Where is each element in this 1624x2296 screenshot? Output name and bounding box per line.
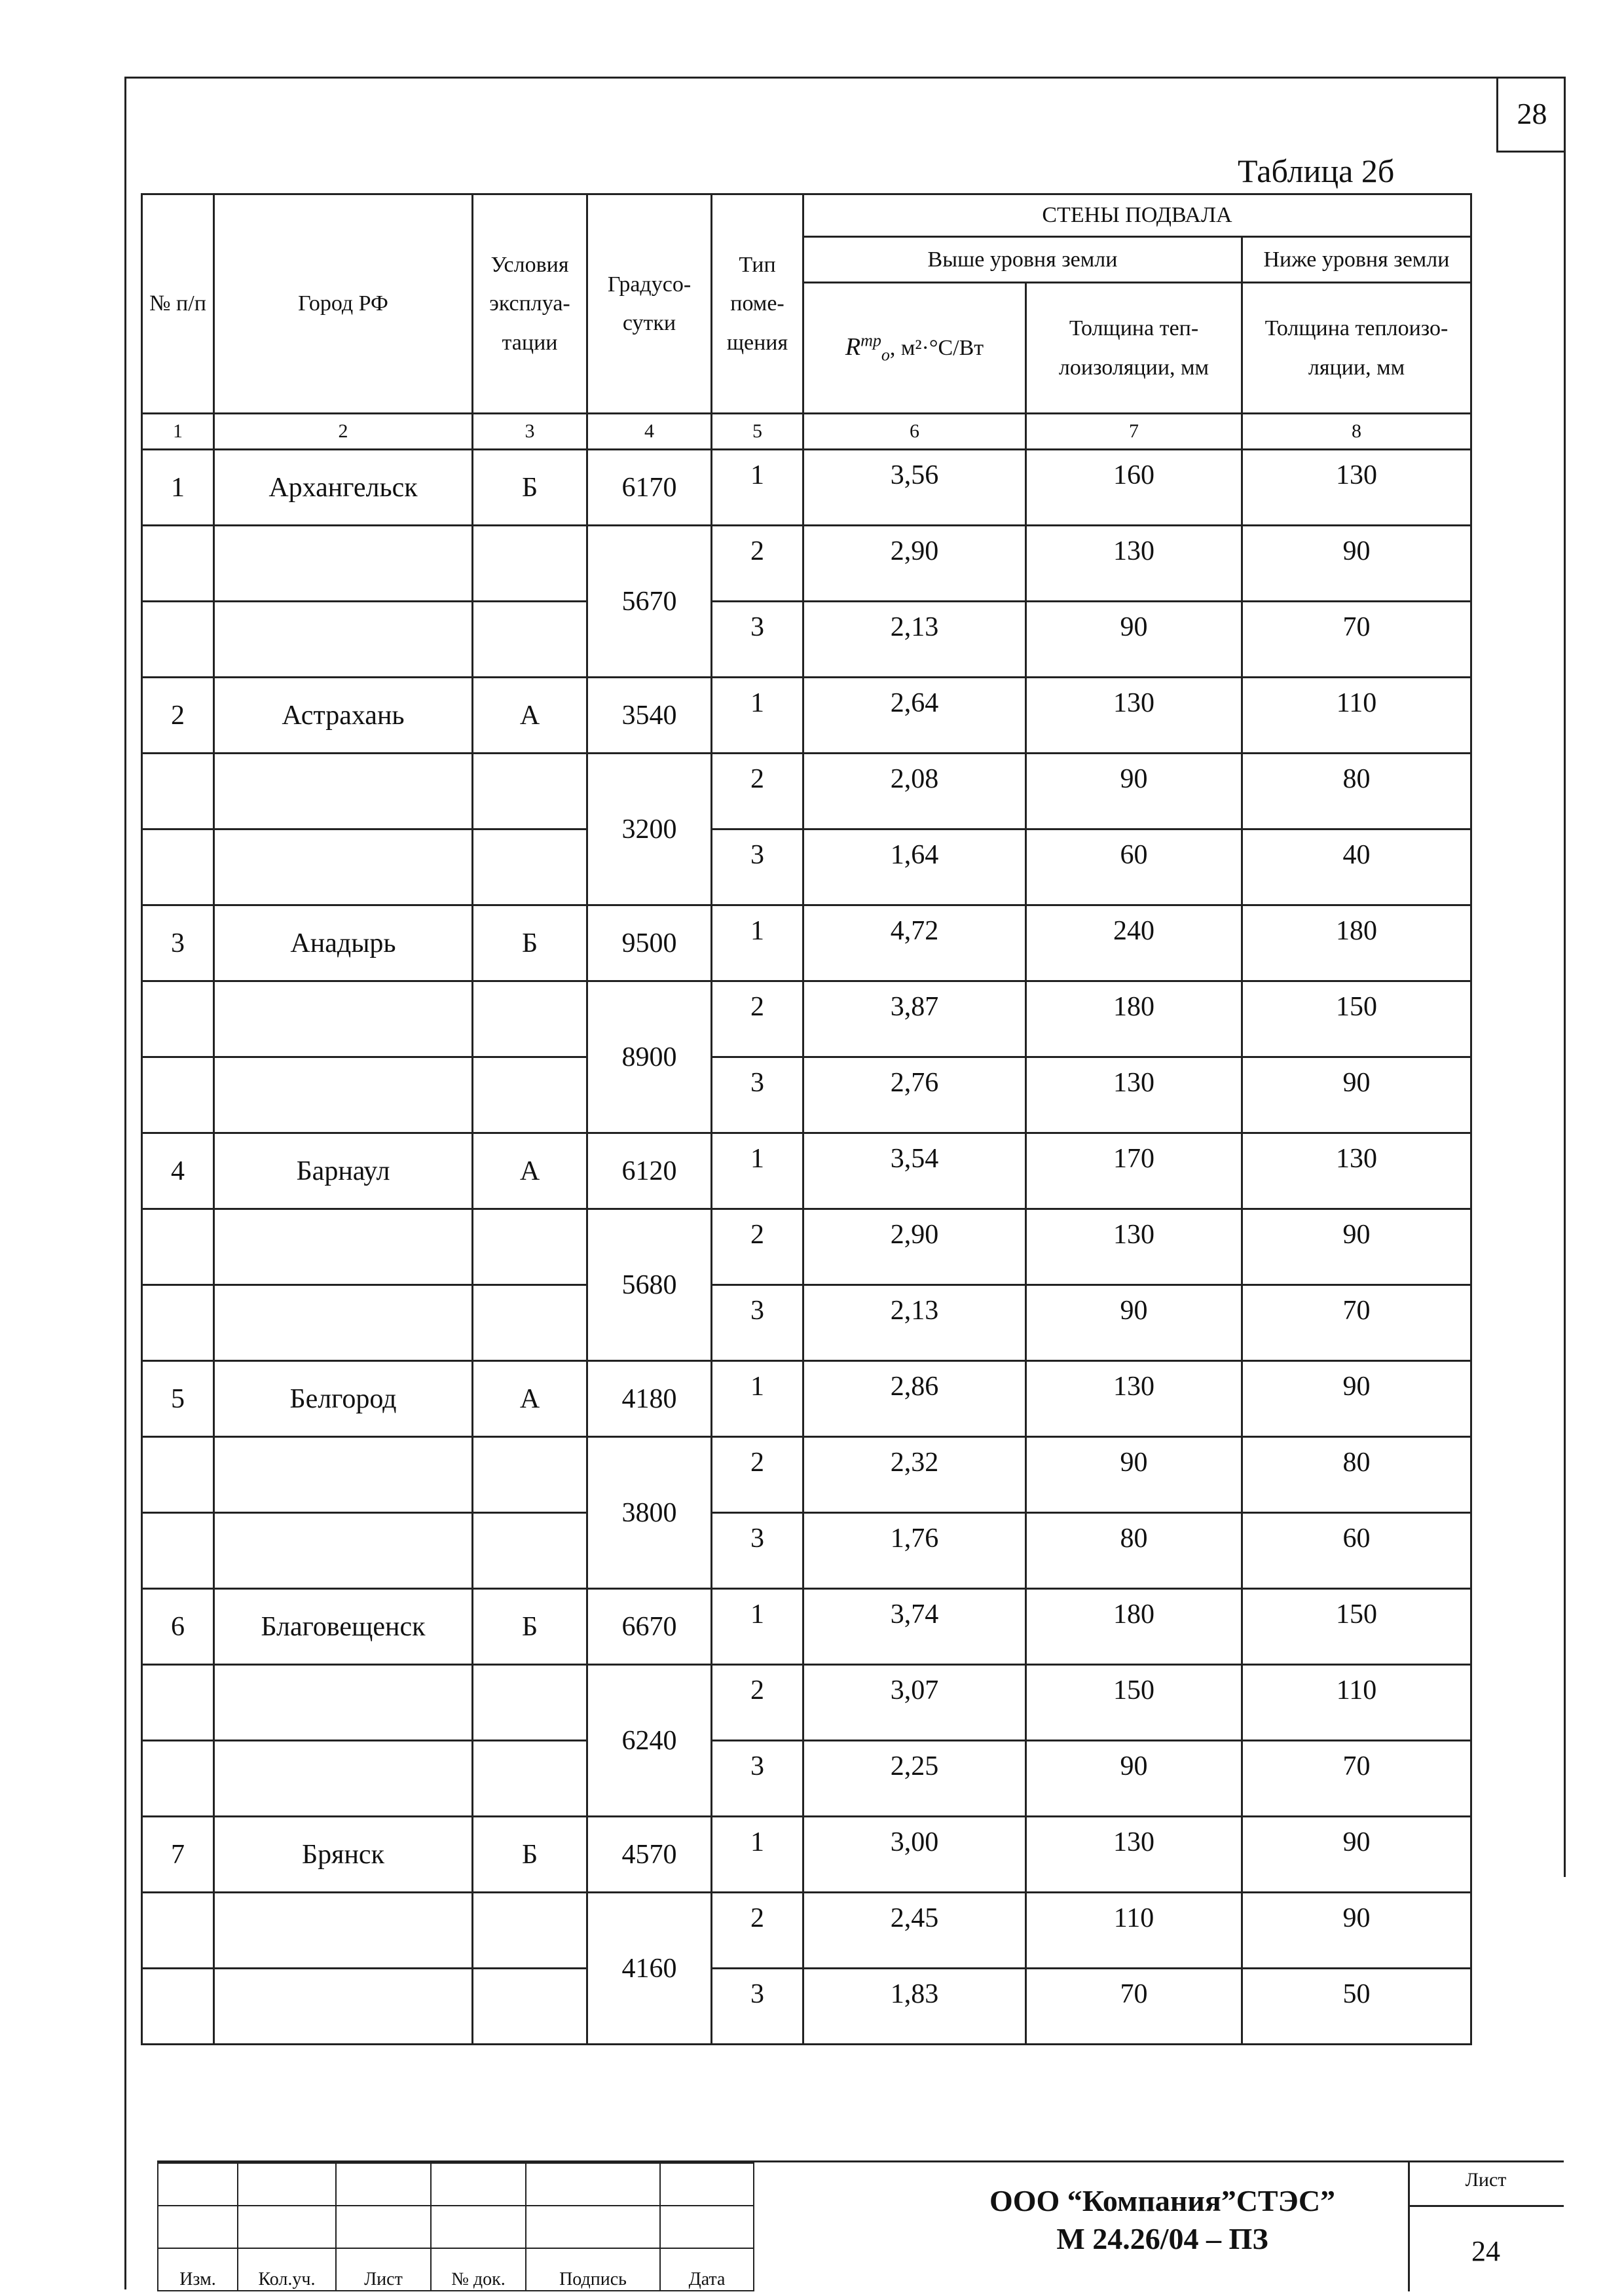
header-conditions: Условия эксплуа-тации	[473, 194, 587, 414]
cell-no: 3	[142, 905, 214, 981]
cell-conditions	[473, 829, 587, 905]
cell-conditions	[473, 1209, 587, 1285]
cell-city	[214, 1741, 473, 1817]
cell-resistance: 3,54	[803, 1133, 1026, 1209]
cell-room-type: 1	[712, 1589, 803, 1665]
cell-room-type: 2	[712, 526, 803, 602]
header-basement-walls: СТЕНЫ ПОДВАЛА	[803, 194, 1471, 237]
cell-thickness-above: 130	[1026, 526, 1242, 602]
cell-room-type: 1	[712, 1361, 803, 1437]
cell-resistance: 2,90	[803, 1209, 1026, 1285]
table-row	[142, 905, 1471, 981]
header-below-ground: Ниже уровня земли	[1242, 237, 1471, 283]
cell-city	[214, 1969, 473, 2045]
table-row	[142, 526, 1471, 602]
cell-thickness-above: 160	[1026, 450, 1242, 526]
title-block-label: Дата	[660, 2248, 754, 2291]
cell-city	[214, 829, 473, 905]
resistance-unit: , м²·°С/Вт	[889, 336, 984, 361]
cell-room-type: 2	[712, 1665, 803, 1741]
cell-degree-days: 3800	[587, 1437, 712, 1589]
cell-thickness-above: 60	[1026, 829, 1242, 905]
cell-no: 4	[142, 1133, 214, 1209]
cell-thickness-above: 170	[1026, 1133, 1242, 1209]
header-city: Город РФ	[214, 194, 473, 414]
cell-conditions: А	[473, 1133, 587, 1209]
cell-resistance: 2,13	[803, 602, 1026, 678]
cell-conditions	[473, 526, 587, 602]
cell-resistance: 1,76	[803, 1513, 1026, 1589]
column-number: 2	[214, 414, 473, 450]
cell-resistance: 2,45	[803, 1893, 1026, 1969]
title-block-label: Лист	[336, 2248, 431, 2291]
table-row	[142, 1969, 1471, 2045]
title-block-grid	[157, 2162, 754, 2291]
cell-resistance: 2,76	[803, 1057, 1026, 1133]
cell-resistance: 2,86	[803, 1361, 1026, 1437]
cell-room-type: 3	[712, 1513, 803, 1589]
cell-degree-days: 4160	[587, 1893, 712, 2045]
insulation-table	[141, 193, 1472, 2045]
column-number: 7	[1026, 414, 1242, 450]
cell-thickness-above: 110	[1026, 1893, 1242, 1969]
cell-thickness-below: 150	[1242, 1589, 1471, 1665]
cell-degree-days: 8900	[587, 981, 712, 1133]
column-number: 4	[587, 414, 712, 450]
cell-city	[214, 1893, 473, 1969]
cell-no	[142, 1057, 214, 1133]
cell-no	[142, 526, 214, 602]
cell-degree-days: 6120	[587, 1133, 712, 1209]
table-row	[142, 1665, 1471, 1741]
cell-city	[214, 1665, 473, 1741]
cell-room-type: 3	[712, 1969, 803, 2045]
cell-no	[142, 1285, 214, 1361]
cell-no	[142, 1209, 214, 1285]
cell-city	[214, 1513, 473, 1589]
cell-thickness-below: 90	[1242, 1361, 1471, 1437]
header-room-type: Тип поме-щения	[712, 194, 803, 414]
cell-thickness-below: 90	[1242, 526, 1471, 602]
cell-city	[214, 526, 473, 602]
cell-no	[142, 1969, 214, 2045]
cell-city	[214, 754, 473, 829]
table-row	[142, 1893, 1471, 1969]
table-row	[142, 1589, 1471, 1665]
cell-thickness-below: 50	[1242, 1969, 1471, 2045]
cell-resistance: 2,64	[803, 678, 1026, 754]
cell-conditions: А	[473, 678, 587, 754]
cell-conditions: Б	[473, 1817, 587, 1893]
cell-thickness-above: 180	[1026, 981, 1242, 1057]
cell-degree-days: 4570	[587, 1817, 712, 1893]
table-row	[142, 1361, 1471, 1437]
cell-degree-days: 6240	[587, 1665, 712, 1817]
cell-thickness-above: 90	[1026, 1437, 1242, 1513]
cell-resistance: 3,74	[803, 1589, 1026, 1665]
cell-resistance: 2,08	[803, 754, 1026, 829]
cell-room-type: 3	[712, 602, 803, 678]
cell-city: Брянск	[214, 1817, 473, 1893]
table-row	[142, 1057, 1471, 1133]
cell-thickness-above: 90	[1026, 754, 1242, 829]
resistance-symbol: $R^{mp}_o$	[845, 331, 890, 365]
cell-thickness-above: 130	[1026, 1361, 1242, 1437]
cell-conditions	[473, 1969, 587, 2045]
cell-conditions	[473, 1665, 587, 1741]
cell-resistance: 3,00	[803, 1817, 1026, 1893]
table-row	[142, 1285, 1471, 1361]
table-row	[142, 829, 1471, 905]
cell-thickness-below: 90	[1242, 1209, 1471, 1285]
cell-room-type: 2	[712, 1437, 803, 1513]
column-number: 8	[1242, 414, 1471, 450]
cell-conditions	[473, 1437, 587, 1513]
cell-city	[214, 1437, 473, 1513]
header-degree-days: Градусо-сутки	[587, 194, 712, 414]
cell-conditions: Б	[473, 1589, 587, 1665]
cell-city: Барнаул	[214, 1133, 473, 1209]
cell-no	[142, 1741, 214, 1817]
table-row	[142, 981, 1471, 1057]
table-row	[142, 1817, 1471, 1893]
title-block	[157, 2160, 1564, 2291]
cell-conditions: Б	[473, 905, 587, 981]
cell-no	[142, 1893, 214, 1969]
cell-conditions	[473, 1285, 587, 1361]
cell-degree-days: 5680	[587, 1209, 712, 1361]
cell-no	[142, 602, 214, 678]
cell-room-type: 3	[712, 1057, 803, 1133]
cell-thickness-below: 90	[1242, 1057, 1471, 1133]
table-row	[142, 1513, 1471, 1589]
cell-thickness-above: 80	[1026, 1513, 1242, 1589]
cell-thickness-below: 130	[1242, 450, 1471, 526]
cell-thickness-above: 130	[1026, 1057, 1242, 1133]
cell-resistance: 1,64	[803, 829, 1026, 905]
cell-degree-days: 5670	[587, 526, 712, 678]
cell-thickness-below: 70	[1242, 1285, 1471, 1361]
header-resistance	[803, 283, 1026, 414]
cell-conditions	[473, 981, 587, 1057]
cell-room-type: 1	[712, 678, 803, 754]
cell-room-type: 2	[712, 754, 803, 829]
column-number: 5	[712, 414, 803, 450]
cell-conditions	[473, 1893, 587, 1969]
column-number: 6	[803, 414, 1026, 450]
cell-resistance: 2,25	[803, 1741, 1026, 1817]
cell-room-type: 2	[712, 1209, 803, 1285]
cell-resistance: 3,87	[803, 981, 1026, 1057]
cell-thickness-below: 80	[1242, 1437, 1471, 1513]
table-row	[142, 678, 1471, 754]
cell-room-type: 3	[712, 1741, 803, 1817]
cell-resistance: 1,83	[803, 1969, 1026, 2045]
cell-resistance: 4,72	[803, 905, 1026, 981]
title-block-label: № док.	[431, 2248, 526, 2291]
cell-no: 1	[142, 450, 214, 526]
cell-no	[142, 1437, 214, 1513]
cell-thickness-below: 80	[1242, 754, 1471, 829]
cell-resistance: 2,90	[803, 526, 1026, 602]
cell-city: Белгород	[214, 1361, 473, 1437]
cell-degree-days: 6670	[587, 1589, 712, 1665]
cell-thickness-above: 150	[1026, 1665, 1242, 1741]
cell-thickness-above: 130	[1026, 1817, 1242, 1893]
cell-city	[214, 1209, 473, 1285]
cell-city	[214, 981, 473, 1057]
cell-city: Благовещенск	[214, 1589, 473, 1665]
header-no: № п/п	[142, 194, 214, 414]
cell-thickness-above: 240	[1026, 905, 1242, 981]
cell-thickness-above: 130	[1026, 1209, 1242, 1285]
cell-conditions	[473, 754, 587, 829]
cell-room-type: 2	[712, 981, 803, 1057]
cell-degree-days: 9500	[587, 905, 712, 981]
cell-no: 5	[142, 1361, 214, 1437]
frame-left-border	[124, 77, 126, 2289]
cell-thickness-above: 130	[1026, 678, 1242, 754]
header-above-ground: Выше уровня земли	[803, 237, 1242, 283]
cell-conditions: А	[473, 1361, 587, 1437]
cell-thickness-below: 110	[1242, 678, 1471, 754]
cell-room-type: 1	[712, 450, 803, 526]
cell-city: Анадырь	[214, 905, 473, 981]
cell-no	[142, 1513, 214, 1589]
cell-thickness-above: 90	[1026, 1741, 1242, 1817]
cell-room-type: 2	[712, 1893, 803, 1969]
organization-name: ООО “Компания”СТЭС”	[989, 2184, 1336, 2217]
table-row	[142, 450, 1471, 526]
cell-city: Астрахань	[214, 678, 473, 754]
document-code: М 24.26/04 – ПЗ	[1056, 2221, 1268, 2255]
table-row	[142, 1741, 1471, 1817]
cell-thickness-above: 70	[1026, 1969, 1242, 2045]
cell-thickness-below: 40	[1242, 829, 1471, 905]
cell-thickness-below: 90	[1242, 1893, 1471, 1969]
cell-thickness-below: 110	[1242, 1665, 1471, 1741]
cell-city	[214, 1285, 473, 1361]
frame-right-border	[1564, 77, 1566, 1877]
cell-no: 6	[142, 1589, 214, 1665]
title-block-label: Кол.уч.	[238, 2248, 336, 2291]
page-sheet-number: 28	[1496, 77, 1566, 153]
title-block-label: Изм.	[158, 2248, 238, 2291]
frame-top-border	[124, 77, 1564, 79]
title-block-label: Подпись	[526, 2248, 660, 2291]
cell-resistance: 3,07	[803, 1665, 1026, 1741]
table-caption: Таблица 2б	[1238, 153, 1395, 189]
column-number: 3	[473, 414, 587, 450]
table-row	[142, 1437, 1471, 1513]
cell-thickness-above: 90	[1026, 602, 1242, 678]
cell-no	[142, 1665, 214, 1741]
table-row	[142, 602, 1471, 678]
cell-room-type: 3	[712, 1285, 803, 1361]
cell-conditions: Б	[473, 450, 587, 526]
cell-thickness-below: 70	[1242, 602, 1471, 678]
cell-no	[142, 829, 214, 905]
cell-room-type: 1	[712, 1133, 803, 1209]
cell-no	[142, 754, 214, 829]
cell-conditions	[473, 602, 587, 678]
cell-room-type: 1	[712, 905, 803, 981]
cell-thickness-below: 150	[1242, 981, 1471, 1057]
cell-city: Архангельск	[214, 450, 473, 526]
table-row	[142, 754, 1471, 829]
cell-city	[214, 1057, 473, 1133]
cell-thickness-below: 180	[1242, 905, 1471, 981]
cell-degree-days: 4180	[587, 1361, 712, 1437]
cell-thickness-below: 60	[1242, 1513, 1471, 1589]
cell-conditions	[473, 1057, 587, 1133]
cell-degree-days: 6170	[587, 450, 712, 526]
cell-city	[214, 602, 473, 678]
cell-conditions	[473, 1741, 587, 1817]
cell-conditions	[473, 1513, 587, 1589]
header-thickness-below: Толщина теплоизо-ляции, мм	[1242, 283, 1471, 414]
cell-room-type: 3	[712, 829, 803, 905]
cell-thickness-below: 130	[1242, 1133, 1471, 1209]
cell-thickness-below: 70	[1242, 1741, 1471, 1817]
cell-no: 7	[142, 1817, 214, 1893]
cell-degree-days: 3200	[587, 754, 712, 905]
cell-no: 2	[142, 678, 214, 754]
title-block-sheet-label: Лист	[1465, 2169, 1507, 2191]
cell-thickness-above: 90	[1026, 1285, 1242, 1361]
cell-resistance: 3,56	[803, 450, 1026, 526]
cell-thickness-above: 180	[1026, 1589, 1242, 1665]
cell-thickness-below: 90	[1242, 1817, 1471, 1893]
header-thickness-above: Толщина теп-лоизоляции, мм	[1026, 283, 1242, 414]
table-row	[142, 1133, 1471, 1209]
cell-resistance: 2,13	[803, 1285, 1026, 1361]
cell-no	[142, 981, 214, 1057]
cell-resistance: 2,32	[803, 1437, 1026, 1513]
table-row	[142, 1209, 1471, 1285]
cell-room-type: 1	[712, 1817, 803, 1893]
title-block-sheet-number: 24	[1471, 2235, 1500, 2267]
cell-degree-days: 3540	[587, 678, 712, 754]
column-number: 1	[142, 414, 214, 450]
